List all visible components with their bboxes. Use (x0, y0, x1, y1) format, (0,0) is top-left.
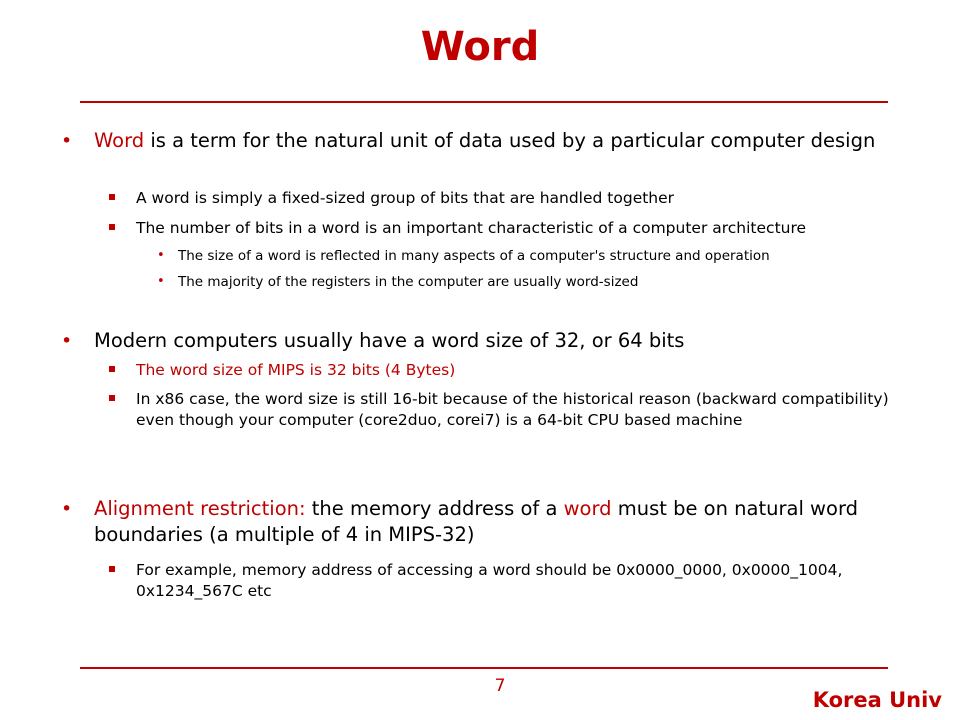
brand-logo-text: Korea Univ (812, 688, 942, 712)
bullet-modern-word-size (61, 328, 884, 354)
sub-bullet-bits-characteristic (136, 218, 896, 239)
bullet-text: is a term for the natural unit of data used by a particular computer design (144, 129, 876, 152)
bullet-text: must be on natural word boundaries (a multiple of 4 in MIPS-32) (94, 497, 858, 546)
sub-sub-bullet-registers (157, 273, 878, 291)
sub-bullet-text: The number of bits in a word is an important characteristic of a computer architecture (136, 219, 807, 237)
bullet-dot-icon: • (157, 274, 165, 289)
square-bullet-icon (109, 366, 115, 372)
bullet-dot-icon: • (61, 498, 73, 520)
sub-bullet-text: The word size of MIPS is 32 bits (4 Bytes) (136, 361, 456, 379)
square-bullet-icon (109, 194, 115, 200)
sub-bullet-text: A word is simply a fixed-sized group of bits that are handled together (136, 189, 675, 207)
sub-bullet-text: In x86 case, the word size is still 16-bit because of the historical reason (backward compatibility) even though your computer (core2duo, corei7) is a 64-bit CPU based machine (136, 390, 889, 429)
sub-bullet-address-example (136, 560, 896, 602)
square-bullet-icon (109, 566, 115, 572)
bullet-dot-icon: • (61, 130, 73, 152)
bullet-word-definition (61, 128, 884, 154)
bullet-text: the memory address of a (305, 497, 564, 520)
sub-bullet-text: For example, memory address of accessing a word should be 0x0000_0000, 0x0000_1004, 0x1234_567C etc (136, 561, 843, 600)
footer-divider (80, 667, 888, 669)
square-bullet-icon (109, 395, 115, 401)
sub-sub-bullet-structure (157, 247, 878, 265)
slide-title: Word (420, 24, 540, 70)
emphasis-word: Word (94, 129, 145, 152)
sub-sub-bullet-text: The size of a word is reflected in many aspects of a computer's structure and operation (178, 248, 770, 264)
bullet-dot-icon: • (157, 248, 165, 263)
bullet-alignment-restriction (61, 496, 884, 548)
emphasis-word: word (563, 497, 612, 520)
bullet-dot-icon: • (61, 330, 73, 352)
page-number: 7 (494, 676, 506, 696)
bullet-text: Modern computers usually have a word size of 32, or 64 bits (94, 329, 685, 352)
square-bullet-icon (109, 224, 115, 230)
sub-bullet-fixed-size-group (136, 188, 896, 209)
sub-sub-bullet-text: The majority of the registers in the computer are usually word-sized (178, 274, 639, 290)
sub-bullet-mips-word-size (136, 360, 896, 381)
emphasis-alignment-restriction: Alignment restriction: (94, 497, 306, 520)
sub-bullet-x86-case (136, 389, 896, 431)
